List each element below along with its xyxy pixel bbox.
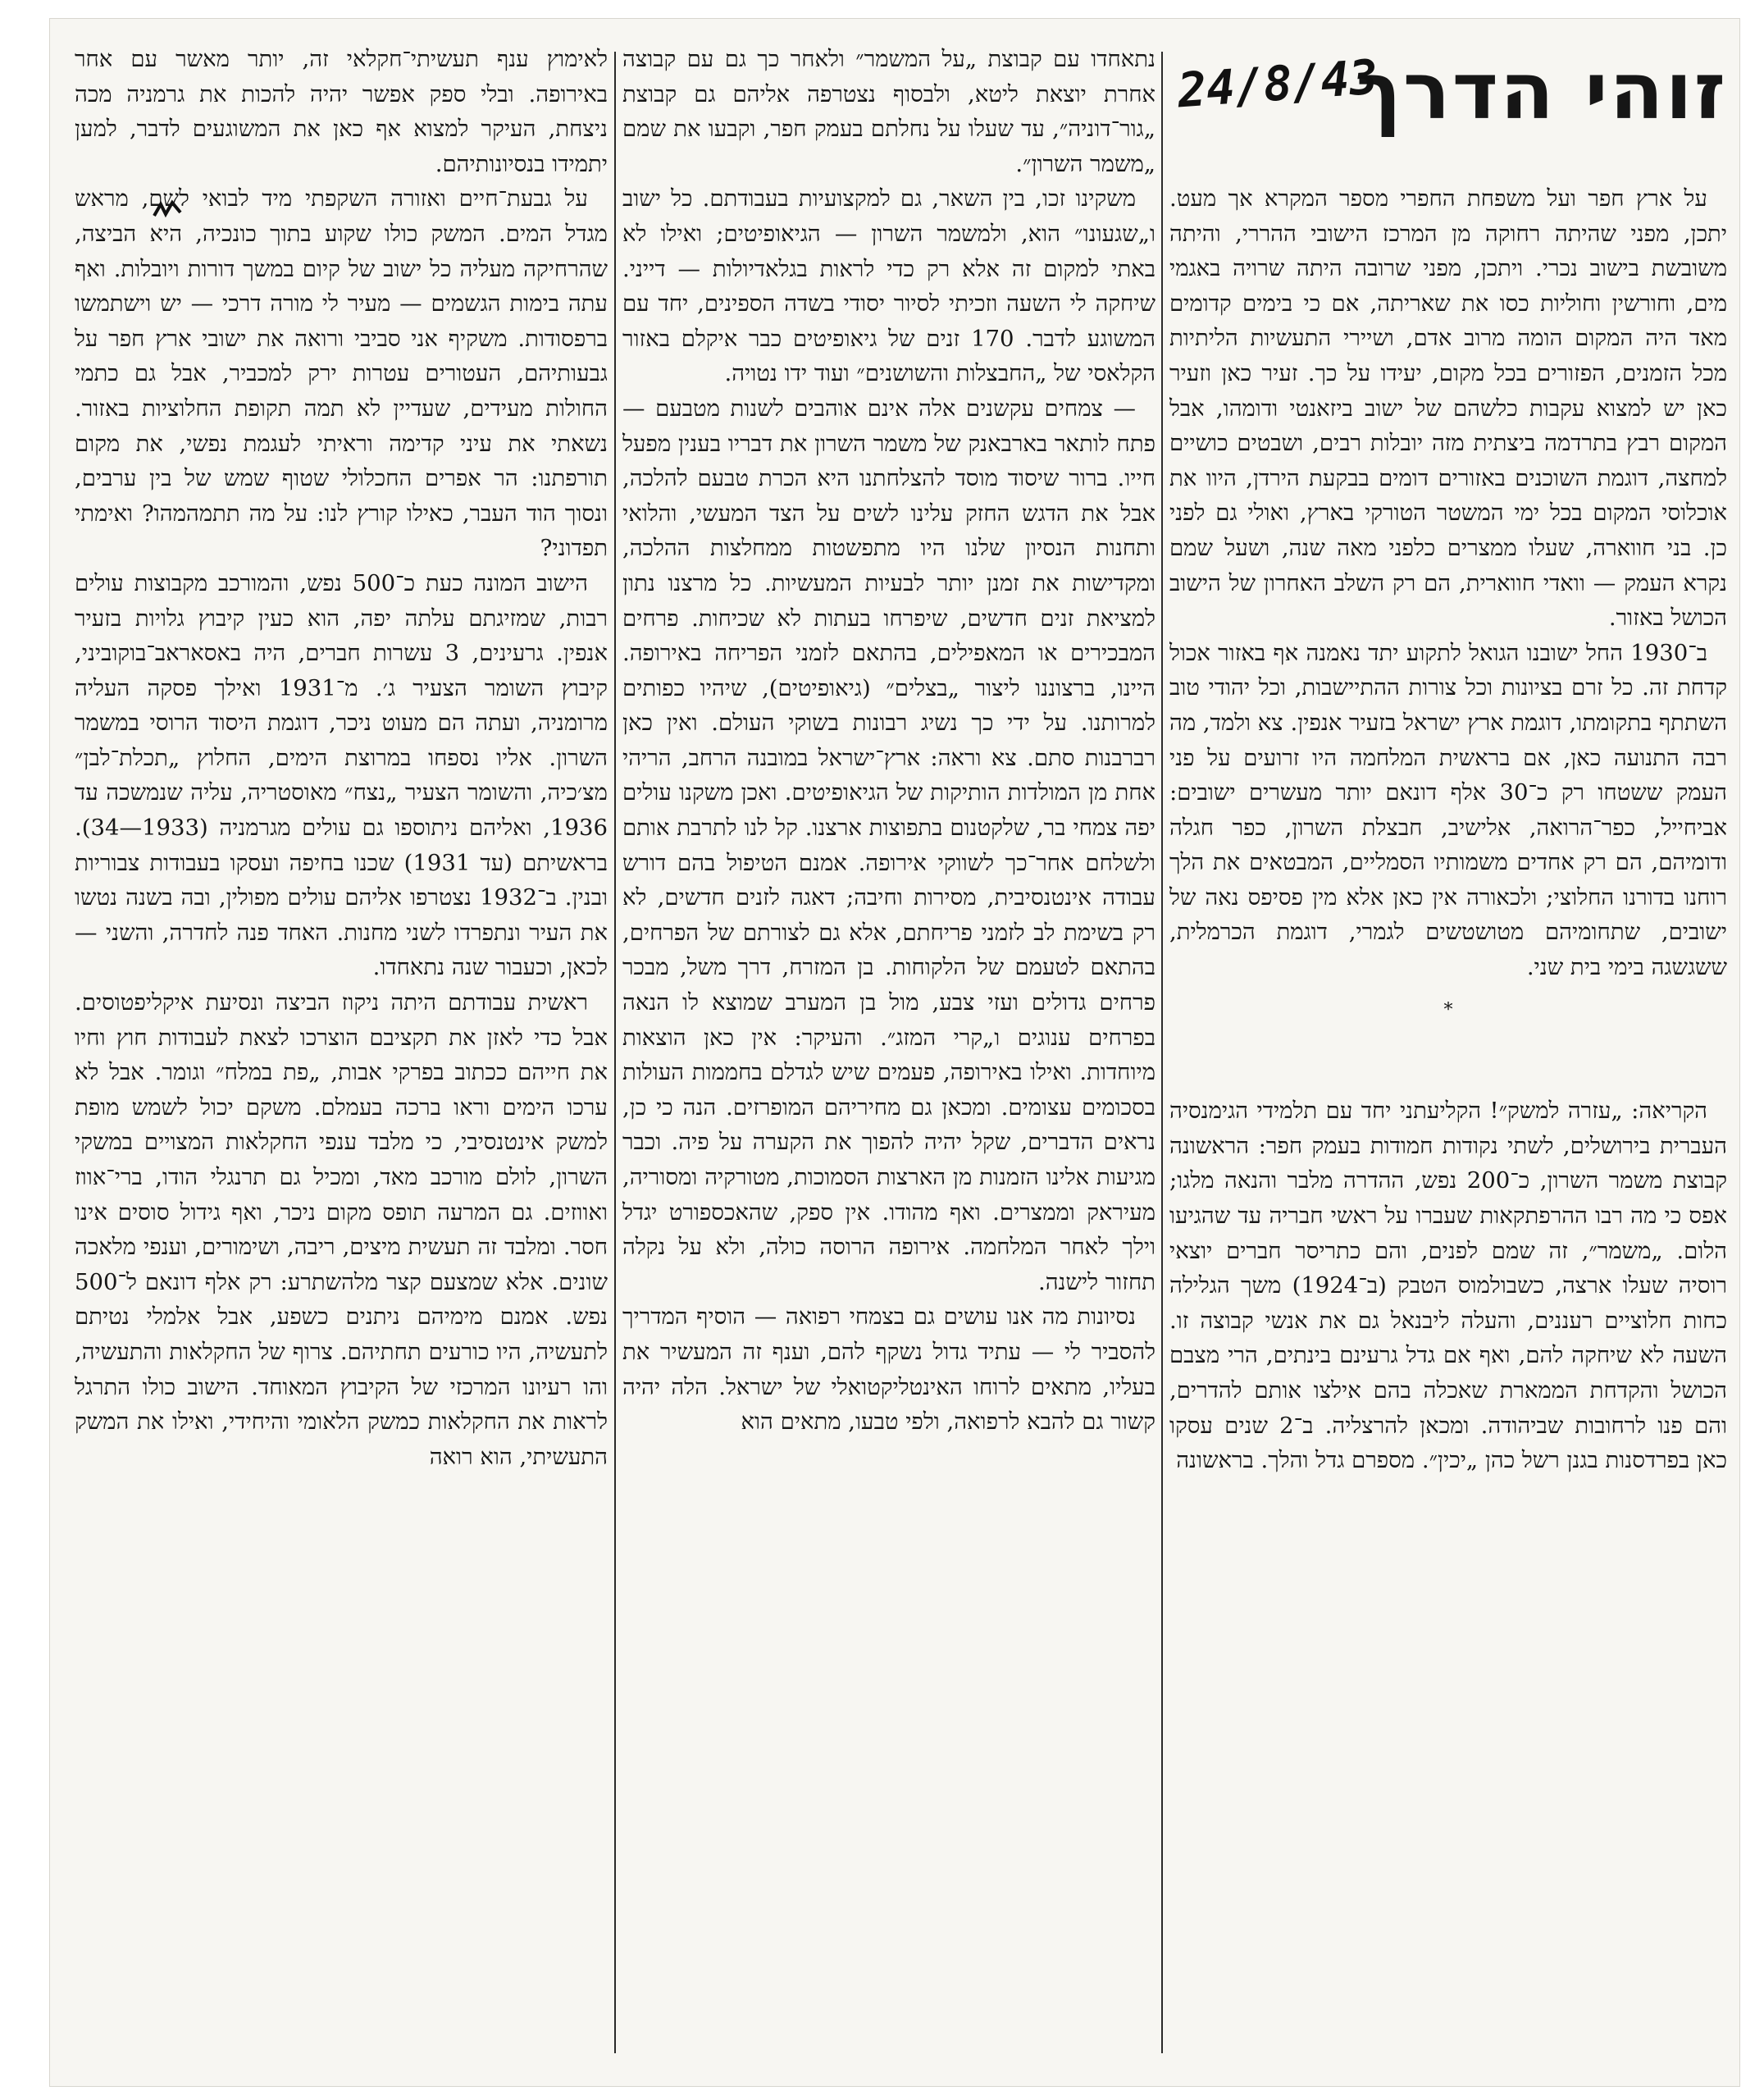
paragraph: נסיונות מה אנו עושים גם בצמחי רפואה — הוסיף המדריך להסביר לי — עתיד גדול נשקף להם, וענף זה המעשיר את בעליו, מתאים לרוחו האינטליקטואלי של ישראל. הלה יהיה קשור גם להבא לרפואה, ולפי טבעו, מתאים הוא: [622, 1303, 1155, 1436]
pen-mark-icon: [153, 199, 182, 221]
paragraph: הקריאה: „עזרה למשק״! הקליעתני יחד עם תלמידי הגימנסיה העברית בירושלים, לשתי נקודות חמודות בעמק חפר: הראשונה קבוצת משמר השרון, כ־200 נפש, ההדרה מלבר והנאה מלגו; אפס כי מה רבו ההרפתקאות שעברו על ראשי חבריה עד שהגיעו הלום. „משמר״, זה שמם לפנים, והם כתריסר חברים יוצאי רוסיה שעלו ארצה, כשבולמוס הטבק (ב־1924) משך הגלילה כחות חלוציים רעננים, והעלה ליבנאל גם את אנשי קבוצה זו. השעה לא שיחקה להם, ואף אם גדל גרעינם בינתים, הרי מצבם הכושל והקדחת הממארת שאכלה בהם אילצו אותם להדרים, והם פנו לרחובות שביהודה. ומכאן להרצליה. ב־2 שנים עסקו כאן בפרדסנות בגנן רשל כהן „יכין״. מספרם גדל והלך. בראשונה: [1169, 1098, 1727, 1474]
paragraph: — צמחים עקשנים אלה אינם אוהבים לשנות מטבעם — פתח לותאר בארבאנק של משמר השרון את דבריו בענין מפעל חייו. ברור שיסוד מוסד להצלחתנו היא הכרת טבעם להלכה, אבל את הדגש החזק עלינו לשים על הצד המעשי, והלואי ותחנות הנסיון שלנו היו מתפשטות ממחלצות ההלכה, ומקדישות את זמנן יותר לבעיות המעשיות. כל מרצנו נתון למציאת זנים חדשים, שיפרחו בעתות לא שכיחות. פרחים המבכירים או המאפילים, בהתאם לזמני הפריחה באירופה. היינו, ברצוננו ליצור „בצלים״ (גיאופיטים), שיהיו כפותים למרותנו. על ידי כך נשיג רבונות בשוקי העולם. ואין כאן רברבנות סתם. צא וראה: ארץ־ישראל במובנה הרחב, הריהי אחת מן המולדות הותיקות של הגיאופיטים. ואכן משקנו עולים יפה צמחי בר, שלקטנום בתפוצות ארצנו. קל לנו לתרבת אותם ולשלחם אחר־כך לשווקי אירופה. אמנם הטיפול בהם דורש עבודה אינטנסיבית, מסירות וחיבה; דאגה לזנים חדשים, לא רק בשימת לב לזמני פריחתם, אלא גם לצורתם של הפרחים, בהתאם לטעמם של הלקוחות. בן המזרח, דרך משל, מבכר פרחים גדולים ועזי צבע, מול בן המערב שמוצא לו הנאה בפרחים ענוגים ו„קרי המזג״. והעיקר: אין כאן הוצאות מיוחדות. ואילו באירופה, פעמים שיש לגדלם בחממות העולות בסכומים עצומים. ומכאן גם מחיריהם המופרזים. הנה כי כן, נראים הדברים, שקל יהיה להפוך את הקערה על פיה. וכבר מגיעות אלינו הזמנות מן הארצות הסמוכות, מטורקיה ומסוריה, מעיראק וממצרים. ואף מהודו. אין ספק, שהאכספורט יגדל וילך לאחר המלחמה. אירופה הרוסה כולה, ולא על נקלה תחזור לישנה.: [622, 395, 1155, 1295]
paragraph: ב־1930 החל ישובנו הגואל לתקוע יתד נאמנה אף באזור אכול קדחת זה. כל זרם בציונות וכל צורות ההתיישבות, וכל יהודי טוב השתתף בתקומתו, דוגמת ארץ ישראל בזעיר אנפין. צא ולמד, מה רבה התנועה כאן, אם בראשית המלחמה היו זרועים על פני העמק ששטחו רק כ־30 אלף דונאם יותר מעשרים ישובים: אביחייל, כפר־הרואה, אלישיב, חבצלת השרון, כפר חגלה ודומיהם, הם רק אחדים משמותיו הסמליים, המבטאים את הלך רוחנו בדורנו החלוצי; ולכאורה אין כאן אלא מין פסיפס נאה של ישובים, שתחומיהם מטושטשים לגמרי, דוגמת הכרמלית, ששגשגה בימי בית שני.: [1169, 639, 1727, 981]
handwritten-date: 24/8/43: [1175, 48, 1380, 119]
article-column-left: [75, 42, 608, 2068]
paragraph: נתאחדו עם קבוצת „על המשמר״ ולאחר כך גם עם קבוצה אחרת יוצאת ליטא, ולבסוף נצטרפה אליהם גם קבוצת „גור־דוניה״, עד שעלו על נחלתם בעמק חפר, וקבעו את שמם „משמר השרון״.: [622, 46, 1155, 177]
section-separator-star: *: [1443, 999, 1453, 1020]
paragraph: משקינו זכו, בין השאר, גם למקצועיות בעבודתם. כל ישוב ו„שגעונו״ הוא, ולמשמר השרון — הגיאופיטים; ואילו לא באתי למקום זה אלא רק כדי לראות בגלאדיולות — דייני. שיחקה לי השעה וזכיתי לסיור יסודי בשדה הספינים, יחד עם המשוגע לדבר. 170 זנים של גיאופיטים כבר איקלם באזור הקלאסי של „החבצלות והשושנים״ ועוד ידו נטויה.: [622, 185, 1155, 387]
paragraph: לאימוץ ענף תעשיתי־חקלאי זה, יותר מאשר עם אחר באירופה. ובלי ספק אפשר יהיה להכות את גרמניה מכה ניצחת, העיקר למצוא אף כאן את המשוגעים לדבר, למען יתמידו בנסיונותיהם.: [75, 46, 608, 177]
article-title: זוהי הדרך: [1356, 45, 1727, 137]
paragraph: על ארץ חפר ועל משפחת החפרי מספר המקרא אך מעט. יתכן, מפני שהיתה רחוקה מן המרכז הישובי ההררי, והיתה משובשת בישוב נכרי. ויתכן, מפני שרובה היתה שרויה באגמי מים, וחורשין וחוליות כסו את שאריתה, אם כי בימים קדומים מאד היה המקום הומה מרוב אדם, ושיירי התעשיות הליתיות מכל הזמנים, הפזורים בכל מקום, יעידו על כך. זעיר כאן וזעיר כאן יש למצוא עקבות כלשהם של ישוב ביזאנטי ודומהו, אבל המקום רבץ בתרדמה ביצתית מזה יובלות רבים, ושבטים כושיים למחצה, דוגמת השוכנים באזורים דומים בבקעת הירדן, היוו את אוכלוסי המקום בכל ימי המשטר הטורקי בארץ, ואולי גם לפני כן. בני חווארה, שעלו ממצרים כלפני מאה שנה, ושעל שמם נקרא העמק — וואדי חווארית, הם רק השלב האחרון של הישוב הכושל באזור.: [1169, 185, 1727, 632]
paragraph: ראשית עבודתם היתה ניקוז הביצה ונסיעת איקליפטוסים. אבל כדי לאזן את תקציבם הוצרכו לצאת לעבודות חוץ וחיו את חייהם ככתוב בפרקי אבות, „פת במלח״ וגומר. אבל לא ערכו הימים וראו ברכה בעמלם. משקם יכול לשמש מופת למשק אינטנסיבי, כי מלבד ענפי החקלאות המצויים במשקי השרון, לולם מורכב מאד, ומכיל גם תרנגלי הודו, ברי־אווז ואווזים. גם המרעה תופס מקום ניכר, ואף גידול סוסים אינו חסר. ומלבד זה תעשית מיצים, ריבה, ושימורים, וענפי מלאכה שונים. אלא שמצעם קצר מלהשתרע: רק אלף דונאם ל־500 נפש. אמנם מימיהם ניתנים כשפע, אבל אלמלי נטיתם לתעשיה, היו כורעים תחתיהם. צרוף של החקלאות והתעשיה, והו רעיונו המרכזי של הקיבוץ המאוחד. הישוב כולו התרגל לראות את החקלאות כמשק הלאומי והיחידי, ואילו את המשק התעשיתי, הוא רואה: [75, 989, 608, 1470]
paragraph: הישוב המונה כעת כ־500 נפש, והמורכב מקבוצות עולים רבות, שמזיגתם עלתה יפה, הוא כעין קיבוץ גלויות בזעיר אנפין. גרעינים, 3 עשרות חברים, היה באסאראב־בוקוביני, קיבוץ השומר הצעיר ג׳. מ־1931 ואילך פסקה העליה מרומניה, ועתה הם מעוט ניכר, דוגמת היסוד הרוסי במשמר השרון. אליו נספחו במרוצת הימים, החלוץ „תכלת־לבן״ מצ׳כיה, והשומר הצעיר „נצח״ מאוסטריה, עליה שנמשכה עד 1936, ואליהם ניתוספו גם עולים מגרמניה (1933—34). בראשיתם (עד 1931) שכנו בחיפה ועסקו בעבודות צבוריות ובנין. ב־1932 נצטרפו אליהם עולים מפולין, ובה בשנה נטשו את העיר ונתפרדו לשני מחנות. האחד פנה לחדרה, והשני — לכאן, וכעבור שנה נתאחדו.: [75, 569, 608, 981]
headline-row: [1169, 42, 1727, 148]
column-rule-left: [614, 52, 616, 2053]
column-rule-right: [1161, 52, 1163, 2053]
paragraph: על גבעת־חיים ואזורה השקפתי מיד לבואי לשם, מראש מגדל המים. המשק כולו שקוע בתוך כונכיה, היא הביצה, שהרחיקה מעליה כל ישוב של קיום במשך דורות ויובלות. ואף עתה בימות הגשמים — מעיר לי מורה דרכי — יש וישתמשו ברפסודות. משקיף אני סביבי ורואה את ישובי ארץ חפר על גבעותיהם, העטורים עטרות ירק למכביר, אבל גם כתמי החולות מעידים, שעדיין לא תמה תקופת החלוציות באזור. נשאתי את עיני קדימה וראיתי לעגמת נפשי, את מקום תורפתנו: הר אפרים החכלולי שטוף שמש של בין ערבים, ונסוך הוד העבר, כאילו קורץ לנו: על מה תתמהמהו? ואימתי תפדוני?: [75, 185, 608, 562]
newspaper-clipping: [49, 18, 1740, 2087]
article-column-right: [1169, 42, 1727, 2068]
article-column-middle: [622, 42, 1155, 2068]
